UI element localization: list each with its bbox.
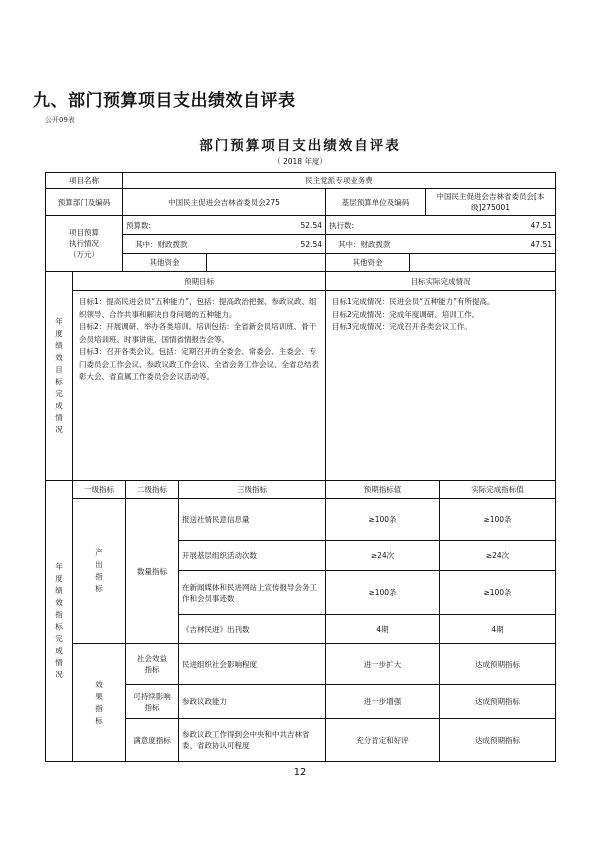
indicator-name: 在新闻媒体和民进网站上宣传报导会务工作和会员事迹数 bbox=[178, 570, 326, 615]
of-which-label-2: 其中：财政拨款 bbox=[325, 234, 556, 254]
indicator-name: 《吉林民进》出刊数 bbox=[178, 614, 326, 644]
project-name-value: 民主党派专项业务费 bbox=[122, 172, 556, 189]
of-which-value-2: 47.51 bbox=[466, 234, 556, 254]
satisfaction-label: 满意度指标 bbox=[125, 718, 179, 762]
indicator-expected: 进一步扩大 bbox=[325, 643, 440, 685]
indicator-name: 参政议政能力 bbox=[178, 684, 326, 719]
indicator-name: 民进组织社会影响程度 bbox=[178, 643, 326, 685]
other-funds-value-1 bbox=[206, 253, 326, 272]
actual-goal-text: 目标1完成情况：民进会员“五种能力”有所提高。 目标2完成情况：完成年度调研、培训工作。 目标3完成情况：完成召开各类会议工作。 bbox=[325, 290, 556, 481]
indicator-actual: 达成预期指标 bbox=[439, 684, 556, 719]
exec-group-label: 项目预算 执行情况 （万元） bbox=[45, 215, 123, 272]
actual-val-header: 实际完成指标值 bbox=[439, 480, 556, 499]
indicator-name: 报送社情民意信息量 bbox=[178, 498, 326, 541]
section-heading: 九、部门预算项目支出绩效自评表 bbox=[33, 91, 296, 111]
indicator-expected: 充分肯定和好评 bbox=[325, 718, 440, 762]
indicator-expected: 进一步增强 bbox=[325, 684, 440, 719]
indicator-actual: ≥24次 bbox=[439, 540, 556, 571]
indicator-expected: 4期 bbox=[325, 614, 440, 644]
other-funds-value-2 bbox=[409, 253, 556, 272]
other-funds-label-1: 其他资金 bbox=[122, 253, 207, 272]
sustain-impact-label: 可持续影响 指标 bbox=[125, 684, 179, 719]
indicator-name: 参政议政工作得到会中央和中共吉林省委、省政协认可程度 bbox=[178, 718, 326, 762]
indicator-expected: ≥100条 bbox=[325, 498, 440, 541]
exec-num-value: 47.51 bbox=[466, 215, 556, 235]
form-code: 公开09表 bbox=[45, 116, 75, 124]
table-title: 部门预算项目支出绩效自评表 bbox=[199, 138, 401, 154]
indicator-expected: ≥24次 bbox=[325, 540, 440, 571]
budget-num-label: 预算数: bbox=[122, 215, 326, 235]
year-note: （ 2018 年度） bbox=[273, 157, 327, 166]
page-number: 12 bbox=[293, 767, 307, 778]
of-which-value-1: 52.54 bbox=[236, 234, 326, 254]
expected-goal-text: 目标1：提高民进会员“五种能力”，包括：提高政治把握、参政议政、组织领导、合作共事和解决自身问题的五种能力。 目标2：开展调研、举办各类培训。培训包括：全省新会员培训班、骨干会员培训班、时事讲座、国情省情报告会等。 目标3：召开各类会议。包括：定期召开的全委会、常委会、主委会、专门委员会工作会议、参政议政工作会议、全省会务工作会议、全省总结表彰大会、省直属工作委员会会议活动等。 bbox=[72, 290, 326, 481]
effect-indicator-label: 效 果 指 标 bbox=[72, 643, 126, 762]
base-unit-label: 基层预算单位及编码 bbox=[325, 188, 426, 216]
annual-goal-label: 年 度 绩 效 目 标 完 成 情 况 bbox=[45, 271, 73, 481]
indicator-actual: 达成预期指标 bbox=[439, 718, 556, 762]
lvl2-header: 二级指标 bbox=[125, 480, 179, 499]
exec-num-label: 执行数: bbox=[325, 215, 556, 235]
lvl1-header: 一级指标 bbox=[72, 480, 126, 499]
of-which-label-1: 其中：财政拨款 bbox=[122, 234, 326, 254]
indicator-name: 开展基层组织活动次数 bbox=[178, 540, 326, 571]
base-unit-value: 中国民主促进会吉林省委员会[本级]275001 bbox=[425, 188, 556, 216]
output-indicator-label: 产 出 指 标 bbox=[72, 498, 126, 644]
budget-dept-value: 中国民主促进会吉林省委员会275 bbox=[122, 188, 326, 216]
indicator-actual: 达成预期指标 bbox=[439, 643, 556, 685]
lvl3-header: 三级指标 bbox=[178, 480, 326, 499]
social-benefit-label: 社会效益 指标 bbox=[125, 643, 179, 685]
project-name-label: 项目名称 bbox=[45, 172, 123, 189]
quantity-indicator-label: 数量指标 bbox=[125, 498, 179, 644]
budget-dept-label: 预算部门及编码 bbox=[45, 188, 123, 216]
actual-goal-header: 目标实际完成情况 bbox=[325, 271, 556, 291]
indicator-actual: ≥100条 bbox=[439, 570, 556, 615]
annual-indicator-label: 年 度 绩 效 指 标 完 成 情 况 bbox=[45, 480, 73, 762]
other-funds-label-2: 其他资金 bbox=[325, 253, 410, 272]
indicator-expected: ≥100条 bbox=[325, 570, 440, 615]
expected-val-header: 预期指标值 bbox=[325, 480, 440, 499]
indicator-actual: ≥100条 bbox=[439, 498, 556, 541]
expected-goal-header: 预期目标 bbox=[72, 271, 326, 291]
indicator-actual: 4期 bbox=[439, 614, 556, 644]
budget-num-value: 52.54 bbox=[236, 215, 326, 235]
